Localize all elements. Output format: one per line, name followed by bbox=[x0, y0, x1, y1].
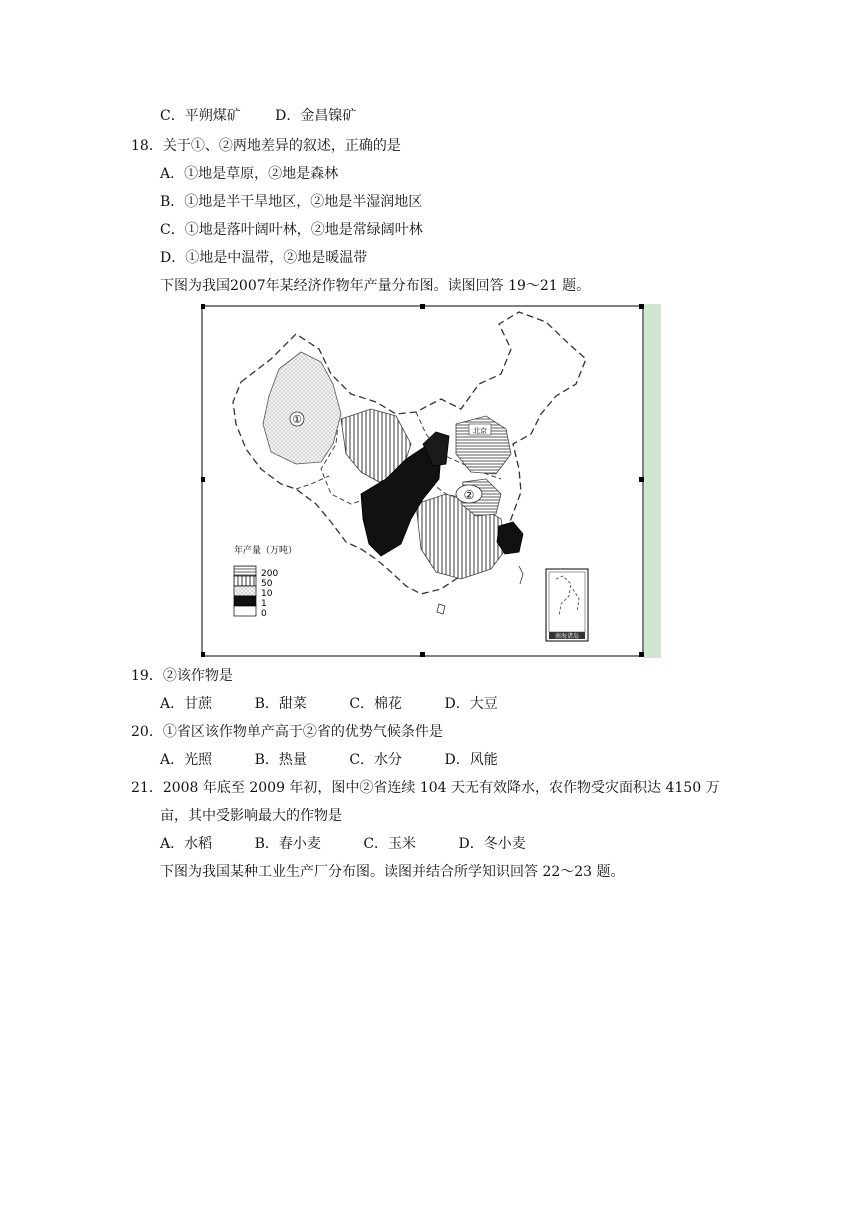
q20-stem: 20．①省区该作物单产高于②省的优势气候条件是 bbox=[131, 724, 443, 740]
q20-option-a: A．光照 bbox=[160, 752, 213, 768]
q20-option-c: C．水分 bbox=[349, 752, 403, 768]
sidebar-green bbox=[644, 304, 661, 658]
intro-19-21: 下图为我国2007年某经济作物年产量分布图。读图回答 19～21 题。 bbox=[160, 278, 591, 294]
legend-swatch-50 bbox=[234, 576, 256, 586]
legend-swatch-1 bbox=[234, 596, 256, 606]
beijing-label: 北京 bbox=[473, 427, 487, 435]
q20-option-b: B．热量 bbox=[254, 752, 307, 768]
q21-option-b: B．春小麦 bbox=[254, 836, 321, 852]
south-china-sea-inset bbox=[546, 569, 588, 641]
q21-option-c: C．玉米 bbox=[363, 836, 417, 852]
intro-22-23: 下图为我国某种工业生产厂分布图。读图并结合所学知识回答 22～23 题。 bbox=[160, 864, 625, 880]
q18-option-b: B．①地是半干旱地区，②地是半湿润地区 bbox=[160, 194, 423, 210]
q21-option-d: D．冬小麦 bbox=[458, 836, 526, 852]
q19-option-d: D．大豆 bbox=[444, 696, 498, 712]
inset-label: 南海诸岛 bbox=[554, 633, 580, 640]
legend-swatch-0 bbox=[234, 606, 256, 616]
q18-option-a: A．①地是草原，②地是森林 bbox=[160, 166, 339, 182]
legend-swatch-10 bbox=[234, 586, 256, 596]
q18-stem: 18．关于①、②两地差异的叙述，正确的是 bbox=[131, 138, 401, 154]
q19-stem: 19．②该作物是 bbox=[131, 668, 233, 684]
q21-stem-line1: 21．2008 年底至 2009 年初，图中②省连续 104 天无有效降水，农作物受灾面积达 4150 万 bbox=[131, 780, 720, 796]
q21-stem-line2: 亩，其中受影响最大的作物是 bbox=[160, 808, 342, 824]
legend-label-50: 50 bbox=[261, 579, 273, 589]
q19-option-c: C．棉花 bbox=[349, 696, 403, 712]
q18-option-d: D．①地是中温带，②地是暖温带 bbox=[160, 250, 368, 266]
q20-option-d: D．风能 bbox=[444, 752, 498, 768]
region-2-label: ② bbox=[463, 488, 475, 502]
region-1-label: ① bbox=[292, 413, 302, 426]
q19-options bbox=[160, 694, 498, 714]
legend-title: 年产量（万吨） bbox=[234, 546, 298, 556]
legend-label-200: 200 bbox=[261, 569, 279, 579]
q19-option-b: B．甜菜 bbox=[254, 696, 307, 712]
q19-option-a: A．甘蔗 bbox=[160, 696, 213, 712]
q21-options bbox=[160, 834, 526, 854]
q18-option-c: C．①地是落叶阔叶林，②地是常绿阔叶林 bbox=[160, 222, 423, 238]
crop-distribution-map bbox=[201, 304, 661, 658]
q17-options bbox=[160, 106, 356, 126]
q21-option-a: A．水稻 bbox=[160, 836, 213, 852]
legend-swatch-200 bbox=[234, 566, 256, 576]
q17-option-d: D．金昌镍矿 bbox=[275, 108, 357, 124]
q20-options bbox=[160, 750, 498, 770]
legend-label-10: 10 bbox=[261, 589, 273, 599]
legend-label-0: 0 bbox=[261, 609, 267, 619]
q17-option-c: C．平朔煤矿 bbox=[160, 108, 241, 124]
legend-label-1: 1 bbox=[261, 599, 267, 609]
